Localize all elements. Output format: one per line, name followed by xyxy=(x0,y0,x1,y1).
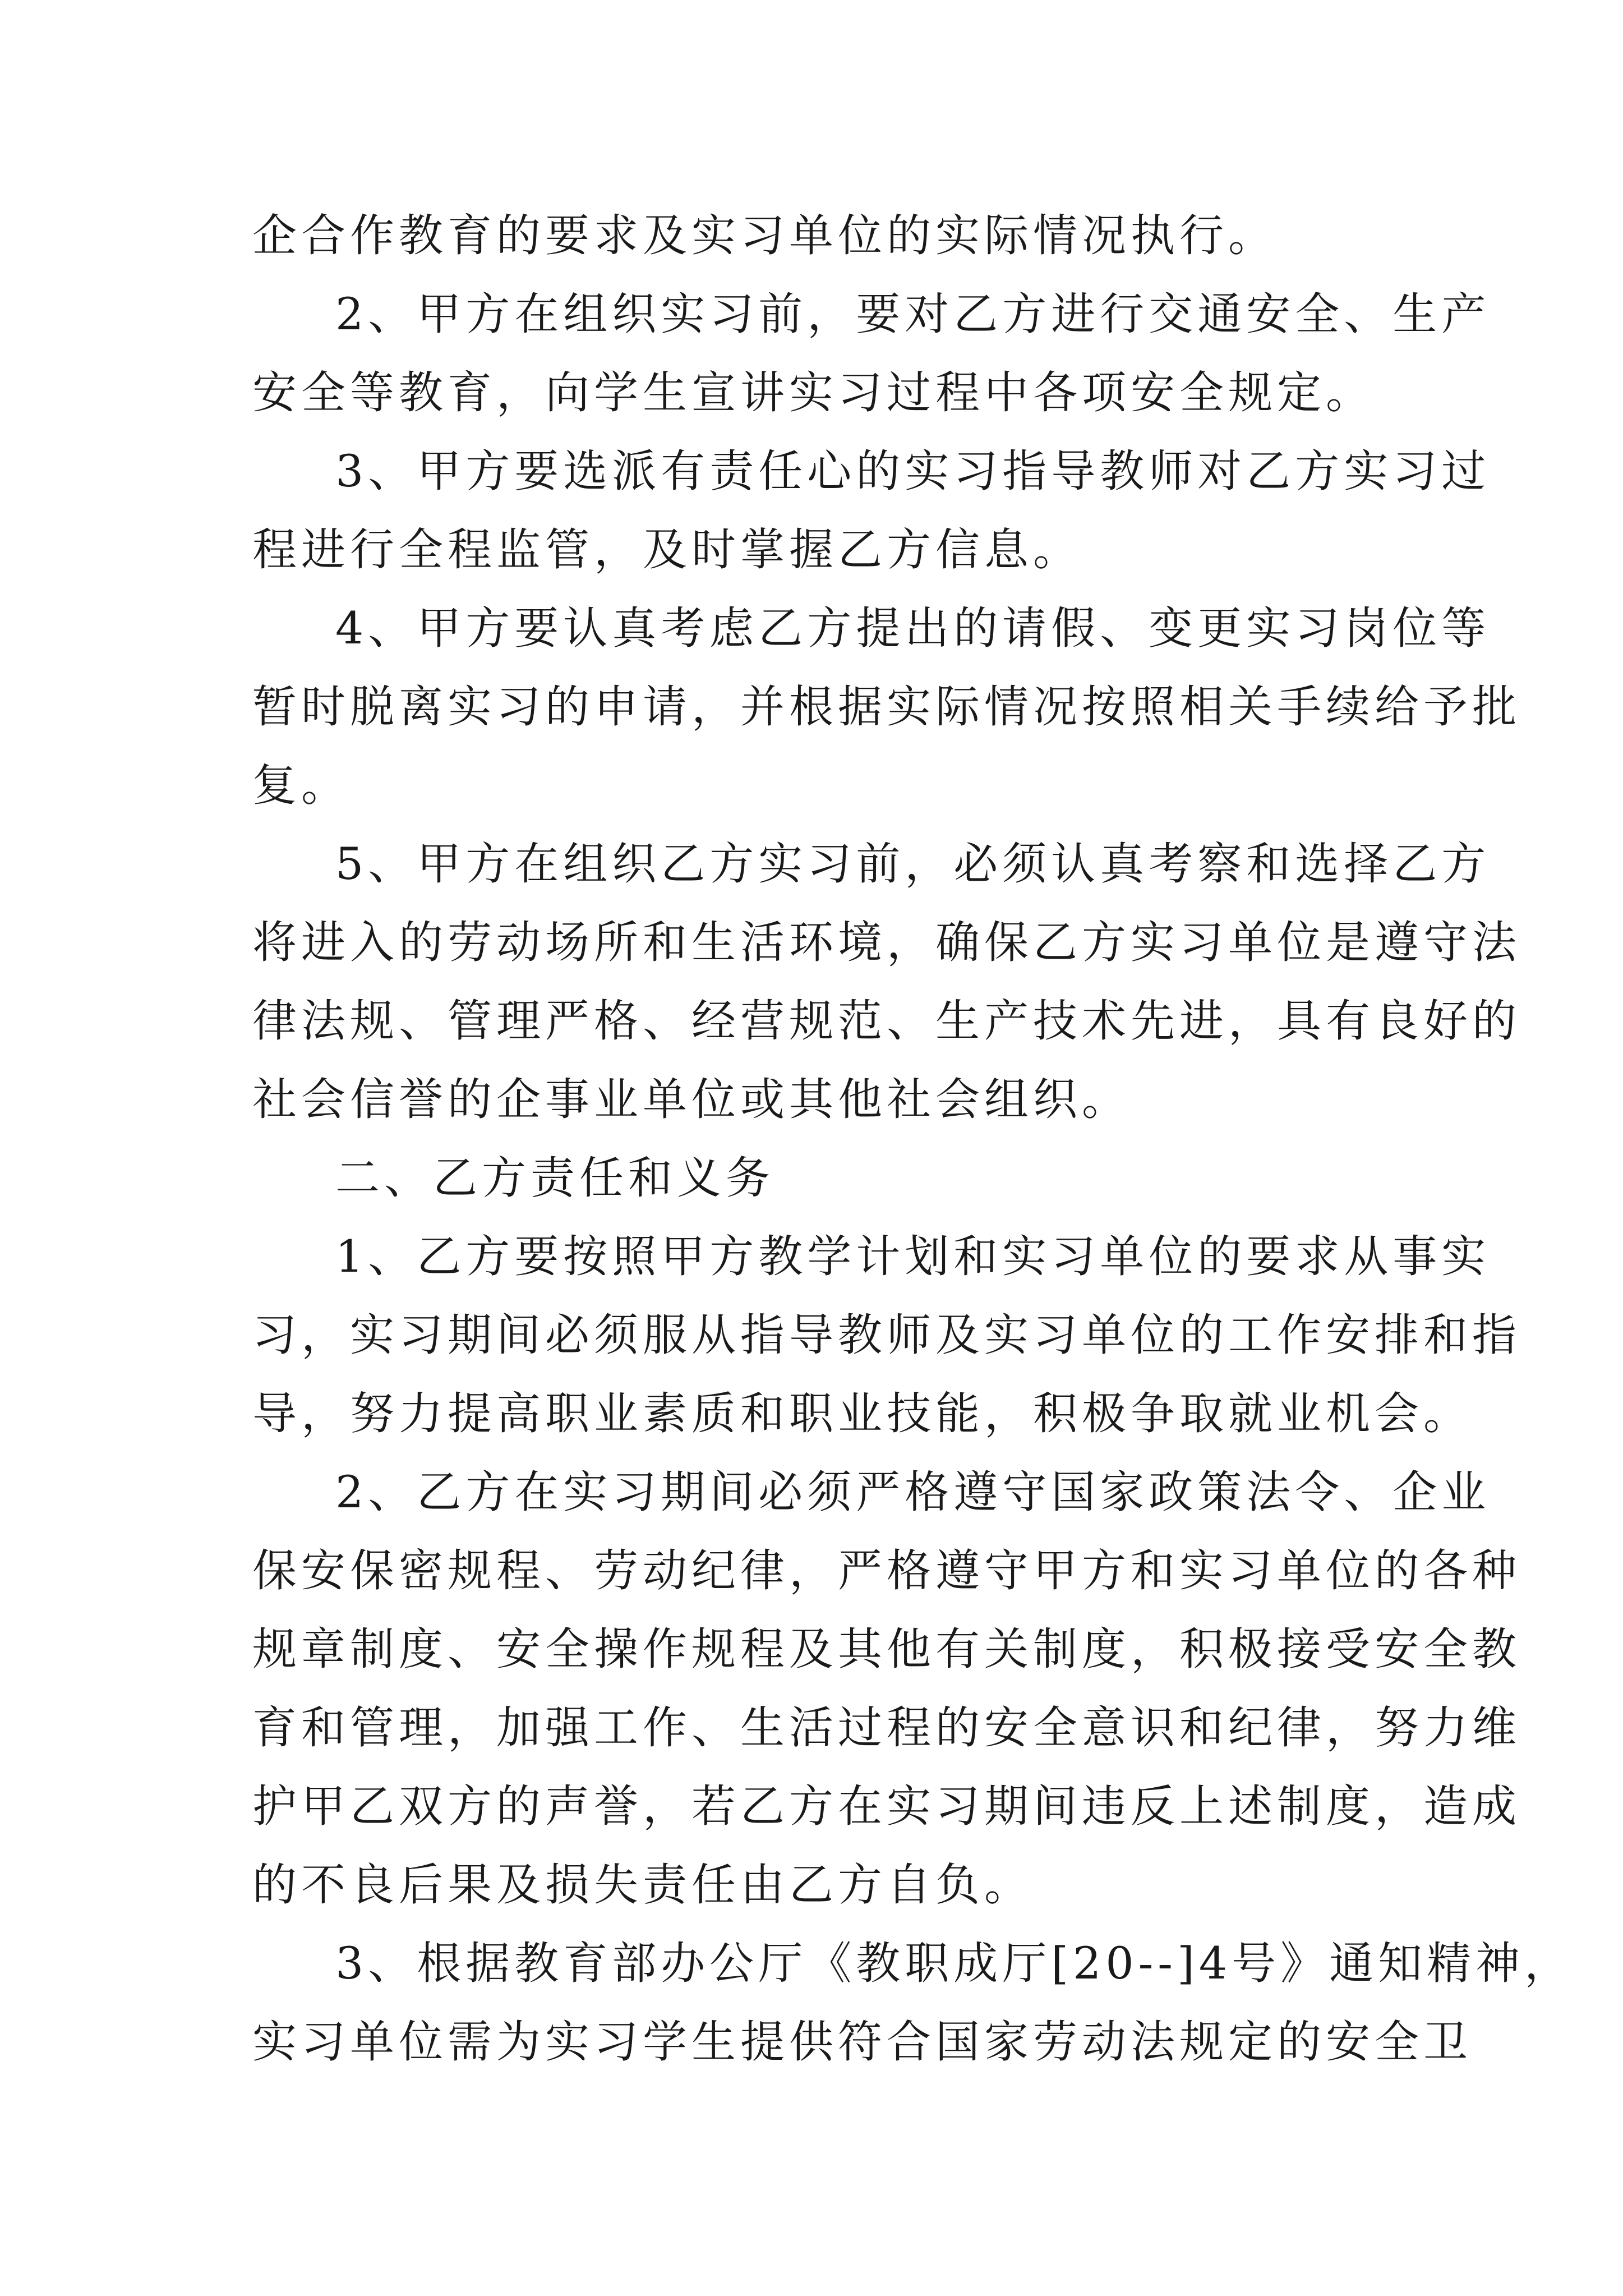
text-line: 1、乙方要按照甲方教学计划和实习单位的要求从事实 xyxy=(335,1231,1491,1282)
text-line: 程进行全程监管，及时掌握乙方信息。 xyxy=(252,524,1082,576)
text-line: 安全等教育，向学生宣讲实习过程中各项安全规定。 xyxy=(252,367,1375,418)
text-line: 保安保密规程、劳动纪律，严格遵守甲方和实习单位的各种 xyxy=(252,1545,1521,1596)
section-heading xyxy=(252,1139,1374,1217)
document-page xyxy=(252,196,1574,2081)
paragraph-continuation xyxy=(252,196,1374,275)
text-line: 规章制度、安全操作规程及其他有关制度，积极接受安全教 xyxy=(252,1623,1521,1675)
text-line: 社会信誉的企事业单位或其他社会组织。 xyxy=(252,1074,1131,1125)
text-line: 2、甲方在组织实习前，要对乙方进行交通安全、生产 xyxy=(335,288,1491,340)
paragraph-8 xyxy=(252,1924,1574,2081)
paragraph-2 xyxy=(252,432,1491,589)
paragraph-3 xyxy=(252,589,1521,825)
paragraph-6 xyxy=(252,1217,1521,1453)
text-line: 将进入的劳动场所和生活环境，确保乙方实习单位是遵守法 xyxy=(252,917,1521,968)
text-line: 暂时脱离实习的申请，并根据实际情况按照相关手续给予批 xyxy=(252,681,1521,733)
paragraph-4 xyxy=(252,825,1521,1139)
text-line: 律法规、管理严格、经营规范、生产技术先进，具有良好的 xyxy=(252,995,1521,1047)
paragraph-1 xyxy=(252,275,1491,432)
text-line: 5、甲方在组织乙方实习前，必须认真考察和选择乙方 xyxy=(335,838,1491,890)
text-line: 育和管理，加强工作、生活过程的安全意识和纪律，努力维 xyxy=(252,1702,1521,1754)
text-line: 导，努力提高职业素质和职业技能，积极争取就业机会。 xyxy=(252,1388,1472,1439)
text-line: 实习单位需为实习学生提供符合国家劳动法规定的安全卫 xyxy=(252,2016,1472,2068)
text-line: 的不良后果及损失责任由乙方自负。 xyxy=(252,1859,1033,1911)
text-line: 企合作教育的要求及实习单位的实际情况执行。 xyxy=(252,210,1277,261)
text-line: 2、乙方在实习期间必须严格遵守国家政策法令、企业 xyxy=(335,1466,1491,1518)
text-line: 3、根据教育部办公厅《教职成厅[20--]4号》通知精神， xyxy=(335,1938,1574,1989)
section-heading-text: 二、乙方责任和义务 xyxy=(335,1152,774,1204)
text-line: 护甲乙双方的声誉，若乙方在实习期间违反上述制度，造成 xyxy=(252,1780,1521,1832)
paragraph-7 xyxy=(252,1453,1521,1924)
text-line: 习，实习期间必须服从指导教师及实习单位的工作安排和指 xyxy=(252,1309,1521,1361)
text-line: 复。 xyxy=(252,760,350,811)
text-line: 4、甲方要认真考虑乙方提出的请假、变更实习岗位等 xyxy=(335,602,1491,654)
text-line: 3、甲方要选派有责任心的实习指导教师对乙方实习过 xyxy=(335,445,1491,497)
